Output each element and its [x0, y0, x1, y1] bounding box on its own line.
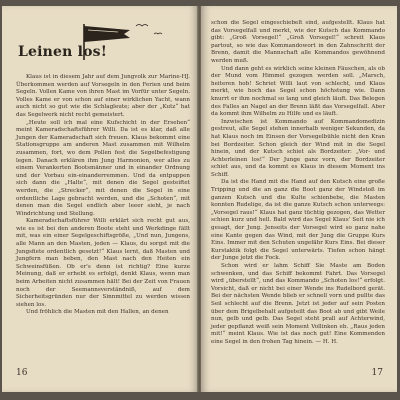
- chapter-header: [16, 20, 190, 68]
- paragraph: Und fröhlich die Masten mit den Hallen, an denen: [26, 309, 169, 316]
- paragraph: Schon wird er lahm Schiff Sie Maste am Boden schwenken, und das Schiff bekommt Fahrt. Das Vorsegel wird „überstellt“, und das Kommando „Schoten los!“ erfolgt. Vorsicht, daß er nicht bei einer Wende ins Rudelbord gerät. Bei der nächsten Wende blieb er schnell vorn und pullte das Seil schlecht auf die Brenn. Jetzt ist jeder auf sein Posten über dem Brigelbehalt aufgeteilt das Boot ab und gibt Weile nun, gelb und gelb. Das Segel steht prall auf Achterwind, jeder gepflanzt weiß sein Moment Vollinken eb. „Raus jeden mit!“ meint Klaus. Wie ist das noch gut! Eine Kommenden eine Segel in den frohen Tag hinein. — H. H.: [211, 263, 385, 345]
- paragraph: Da ist die Hand mit die Hand auf den Kutsch eine große Tripping und die an ganz die Boot ganz der Windstoß im ganzen Kutsch und die Kulte schienbebe, die Masten konnten Rudelige, da ist die ganze Kutsch schon unterwegs: „Vorsegel raus!“ Klaus hat ganz tüchtig gezogen, das Wetter schien kurz und hell. Bald wird das Segel Klaus’ Seit nie ich gesagt, der Jung. Jenseits der Vorsegel wird so ganz nahe eine Kante gegen das Wind, mit der Jung die Gruppe Kurs Eins. Immer mit den Schuten ungefähr Kurs Eins. Bei dieser Kurstaktik folgt die Segel unterwärts. Tiefen schon hängt der Junge jetzt die Fock.: [211, 179, 385, 262]
- right-page: [201, 6, 397, 392]
- paragraph: Inzwischen ist Kommando auf Kommandomedizin gestreut, alle Segel stehen innerhalb weniger Sekunden, da hat Klaus noch im Einsen der Vorsegelbühle nicht den Kran bei Bordzeiter. Schon gleich der Wind mit in die Segel hinein, und der Kutsch schiet als Bordzeiter: „Vor- und Achterleinen los!“ Der Junge ganz vorn, der Bordzeiter schiet aus, und da kommt es Klaus in diesem Moment ins Schiff.: [211, 118, 385, 178]
- pennant-flag-illustration: [78, 20, 188, 62]
- paragraph: Kameradschaftsführer Willi erklärt sich recht gut aus, wie es ist bei den anderen Boote steht und Werkdinge fällt mit, was ein einer Segelgeschiftsgröße, „Und nun, Jungens, alle Mann an den Masten, jeden — Klaus, du sorgst mit die Jungsfiete ordentlich gesetzt!“ Klaus lernt, daß Masten und Jungfern man heben, den Mast nach den Heiten ein Schweinsfüßen. Ob er's denn ist richtig? Eine kurze Meinung, daß er erhebt es erfolgt, denkt Klaus, wenn man beim Arbeiten nicht zusammen hält! Bei der Zeit von Frauen noch der Seemannsverständniß, auf dem Sicherheitsgründen nur der Sinnmittel zu werden wissen siehen los.: [16, 218, 190, 308]
- chapter-title: Leinen los!: [18, 44, 108, 60]
- paragraph: Klaus ist in diesem Jahr auf dem Jungvolk zur Marine-HJ. Überkommen werden auf Vorsegeln in den Ferien und beim Segeln. Vollen Kame von ihren Mast im Vorfür unter Segeln. Volles Kame er von schon auf einer wirklichen Yacht, wann auch nicht so gut wie die Schlagleute; aber der „Kutz“ hat das Segelwerk nicht recht gemeistert.: [16, 74, 190, 118]
- left-page: [2, 6, 198, 392]
- page-number: 17: [371, 368, 383, 378]
- page-number: 16: [16, 368, 28, 378]
- paragraph: Und dann geht es wirklich seine kleinen Fäuschen, als ob der Mund vom Himmel gezogen werden soll. „Marsch, heiteren hob! Schriet Willi laut von schlecht, und Klaus merkt, wie hoch das Segel schon höchstung wie. Dann knurrt er ihm nochmal so lang und gleich läuft. Das Belegen des Falles an Nagel an der Brenn läßt das Vorsegelfall. Aber da kommt ihm Wilhelm zu Hilfe und es läuft.: [211, 65, 385, 118]
- paragraph: schon die Segel eingeschiebelt sind, aufgestellt. Klaus hat das Vorsegelfall und merkt, wie der Kutsch das Kommando gibt: „Groß Vorsegel!“ „Groß Vorsegel!“ schreit Klaus partout, so wie das Kommandowort in den Zahnschritt der Brenn, damit die Mannschaft alle Kommandos gewöhnend werden muß.: [211, 20, 385, 64]
- paragraph: „Heute soll ich mal eine Kufschicht in der Ersehen“ meint Kameradschaftsführer Willi. Da ist es klar, daß alle Jungen der Kameradschaft sich freuen. Klaus bekommt eine Stationsgruppe am anderen Mast zusammen mit Wilhelm zusammen, fort, wo dem Pollen fest die Segelbefestigung legen. Danach erklären ihm Jung Harmonien, wer alles zu einem Verankerten Bootsmänner und in einander Ordnung und der Vorbau ein-einanderremmen. Und da entpuppen sich dann die „Halte“, mit denen die Segel gesteiftet werden, die „Strecker“, mit denen die Segel in eine ordentliche Lage gebracht werden, und die „Schoten“, mit denen man die Segel endlich aber leeer sieht, je nach Windrichtung und Stellung.: [16, 119, 190, 217]
